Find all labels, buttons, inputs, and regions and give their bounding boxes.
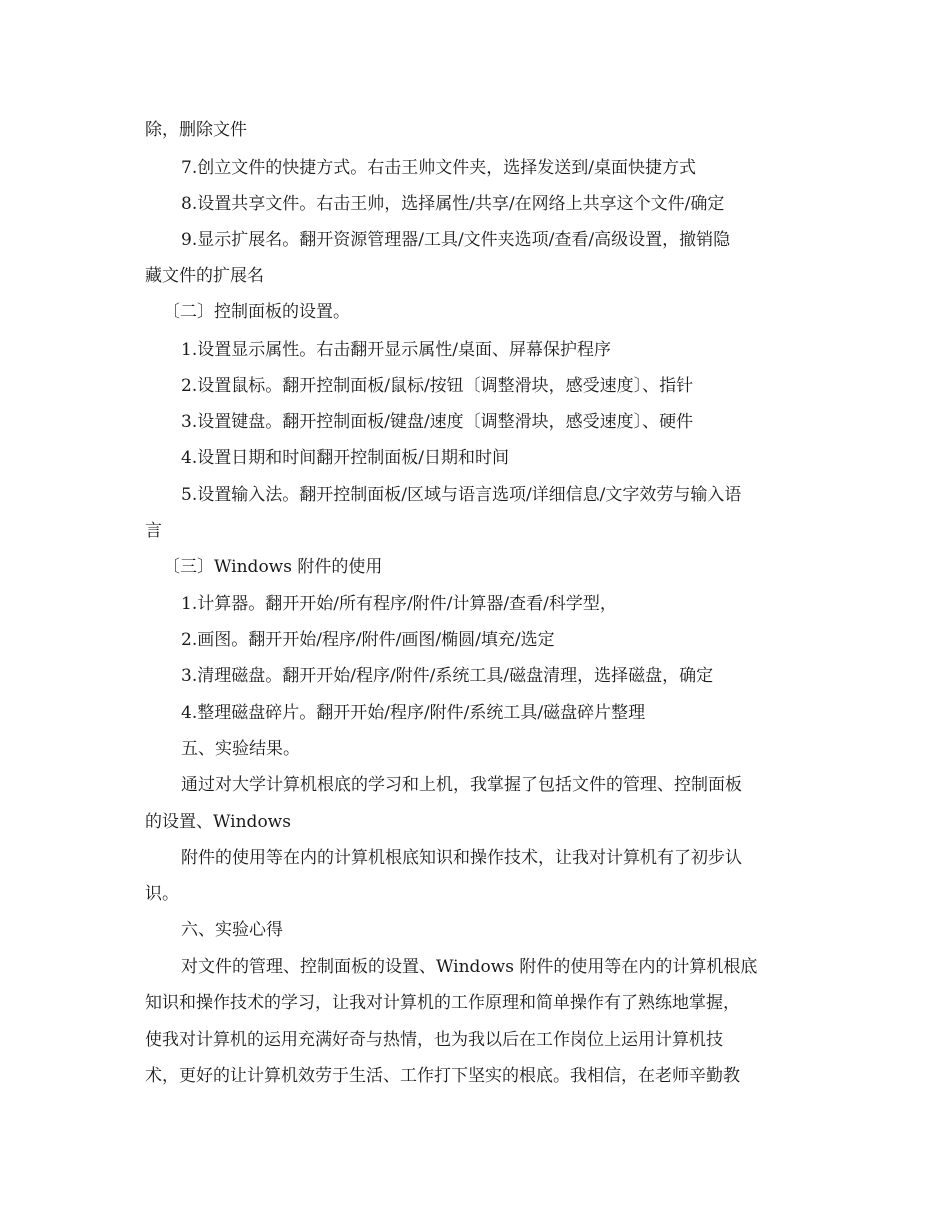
paragraph-line: 识。	[145, 884, 179, 904]
paragraph-line: 的设置、Windows	[145, 812, 291, 832]
section-heading-results: 五、实验结果。	[181, 739, 300, 759]
paragraph-line: 知识和操作技术的学习，让我对计算机的工作原理和简单操作有了熟练地掌握，	[145, 993, 740, 1013]
list-item-create-shortcut: 7.创立文件的快捷方式。右击王帅文件夹，选择发送到/桌面快捷方式	[181, 158, 696, 178]
text-line-continuation: 藏文件的扩展名	[145, 266, 264, 286]
paragraph-line: 使我对计算机的运用充满好奇与热情，也为我以后在工作岗位上运用计算机技	[145, 1030, 723, 1050]
list-item-mouse: 2.设置鼠标。翻开控制面板/鼠标/按钮〔调整滑块，感受速度〕、指针	[181, 376, 694, 396]
list-item-defragment: 4.整理磁盘碎片。翻开开始/程序/附件/系统工具/磁盘碎片整理	[181, 703, 646, 723]
paragraph-line: 附件的使用等在内的计算机根底知识和操作技术，让我对计算机有了初步认	[181, 848, 742, 868]
paragraph-line: 通过对大学计算机根底的学习和上机，我掌握了包括文件的管理、控制面板	[181, 775, 742, 795]
list-item-calculator: 1.计算器。翻开开始/所有程序/附件/计算器/查看/科学型，	[181, 594, 617, 614]
section-heading-accessories: 〔三〕Windows 附件的使用	[163, 557, 383, 577]
list-item-keyboard: 3.设置键盘。翻开控制面板/键盘/速度〔调整滑块，感受速度〕、硬件	[181, 412, 694, 432]
paragraph-line: 对文件的管理、控制面板的设置、Windows 附件的使用等在内的计算机根底	[181, 957, 758, 977]
paragraph-line: 术，更好的让计算机效劳于生活、工作打下坚实的根底。我相信，在老师辛勤教	[145, 1066, 740, 1086]
section-heading-reflections: 六、实验心得	[181, 920, 283, 940]
list-item-input-method: 5.设置输入法。翻开控制面板/区域与语言选项/详细信息/文字效劳与输入语	[181, 485, 742, 505]
list-item-show-extension: 9.显示扩展名。翻开资源管理器/工具/文件夹选项/查看/高级设置，撤销隐	[181, 230, 731, 250]
list-item-date-time: 4.设置日期和时间翻开控制面板/日期和时间	[181, 448, 509, 468]
list-item-share-file: 8.设置共享文件。右击王帅，选择属性/共享/在网络上共享这个文件/确定	[181, 194, 725, 214]
list-item-display: 1.设置显示属性。右击翻开显示属性/桌面、屏幕保护程序	[181, 340, 611, 360]
text-line-continuation: 言	[145, 521, 162, 541]
section-heading-control-panel: 〔二〕控制面板的设置。	[163, 302, 350, 322]
list-item-disk-cleanup: 3.清理磁盘。翻开开始/程序/附件/系统工具/磁盘清理，选择磁盘，确定	[181, 666, 714, 686]
list-item-paint: 2.画图。翻开开始/程序/附件/画图/椭圆/填充/选定	[181, 630, 555, 650]
text-line-continuation: 除，删除文件	[145, 120, 247, 140]
